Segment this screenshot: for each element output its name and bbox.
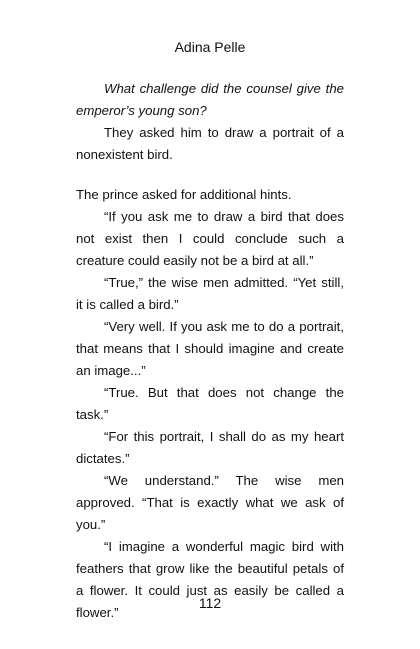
paragraph-1: The prince asked for additional hints. <box>76 187 292 202</box>
section-gap <box>76 166 344 184</box>
body-text <box>76 78 344 624</box>
question-paragraph: What challenge did the counsel give the emperor’s young son? <box>76 81 344 118</box>
running-head: Adina Pelle <box>174 39 246 55</box>
answer-paragraph: They asked him to draw a portrait of a nonexistent bird. <box>76 125 344 162</box>
paragraph-3: “True,” the wise men admitted. “Yet still, it is called a bird.” <box>76 275 344 312</box>
paragraph-6: “For this portrait, I shall do as my heart dictates.” <box>76 429 344 466</box>
paragraph-4: “Very well. If you ask me to do a portrait, that means that I should imagine and create an image...” <box>76 319 344 378</box>
paragraph-7: “We understand.” The wise men approved. “That is exactly what we ask of you.” <box>76 473 344 532</box>
paragraph-8: “I imagine a wonderful magic bird with feathers that grow like the beautiful petals of a flower. It could just as easily be called a flower.” <box>76 539 344 620</box>
paragraph-2: “If you ask me to draw a bird that does not exist then I could conclude such a creature could easily not be a bird at all.” <box>76 209 344 268</box>
page-number: 112 <box>198 595 222 611</box>
paragraph-5: “True. But that does not change the task.” <box>76 385 344 422</box>
